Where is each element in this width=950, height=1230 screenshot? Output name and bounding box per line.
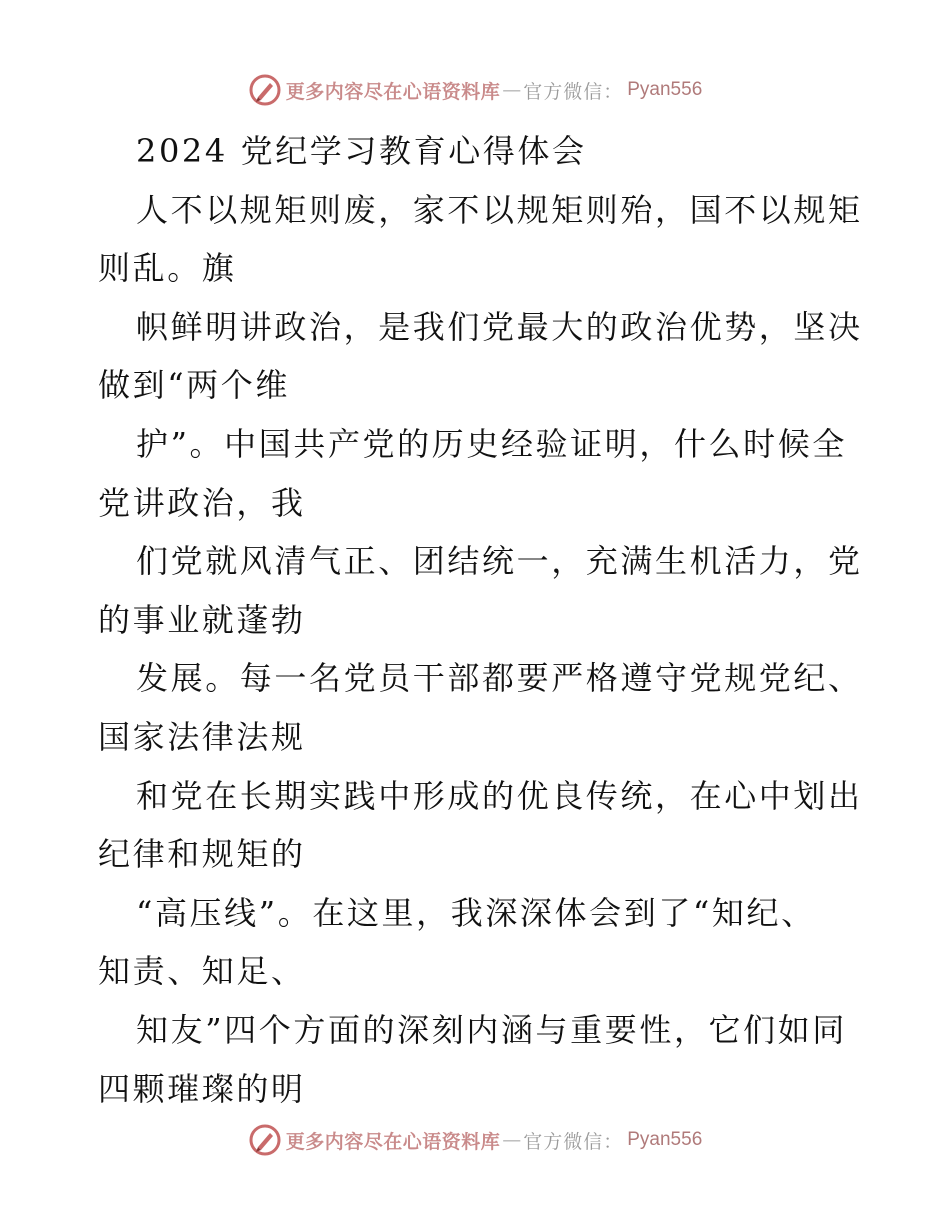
paragraph-line: “高压线”。在这里，我深深体会到了“知纪、 [136,893,816,932]
paragraph-line: 帜鲜明讲政治，是我们党最大的政治优势，坚决 [136,307,863,346]
watermark-text: 更多内容尽在心语资料库 [285,1130,501,1153]
paragraph-line: 和党在长期实践中形成的优良传统，在心中划出 [136,776,863,815]
paragraph-line: 则乱。旗 [98,249,237,288]
paragraph-line: 人不以规矩则废，家不以规矩则殆，国不以规矩 [136,190,863,229]
paragraph-line: 的事业就蓬勃 [98,600,306,639]
pen-logo-icon [248,73,282,107]
paragraph-line: 做到“两个维 [98,366,290,405]
pen-logo-icon [248,1123,282,1157]
watermark-wechat-id: Pyan556 [627,1129,703,1150]
watermark-separator: — [502,1129,522,1151]
watermark-separator: — [502,79,522,101]
document-title: 2024 党纪学习教育心得体会 [136,132,587,170]
paragraph-line: 们党就风清气正、团结统一，充满生机活力，党 [136,542,863,581]
watermark-official-label: 官方微信： [523,80,624,103]
footer-watermark [0,1120,950,1160]
paragraph-line: 纪律和规矩的 [98,835,306,874]
paragraph-line: 党讲政治，我 [98,483,306,522]
paragraph-line: 护”。中国共产党的历史经验证明，什么时候全 [136,424,847,463]
watermark-official-label: 官方微信： [523,1130,624,1153]
paragraph-line: 国家法律法规 [98,717,306,756]
watermark-text: 更多内容尽在心语资料库 [285,80,501,103]
paragraph-line: 知责、知足、 [98,952,306,991]
header-watermark [0,70,950,110]
watermark-wechat-id: Pyan556 [627,79,703,100]
document-body [98,122,863,1118]
paragraph-line: 知友”四个方面的深刻内涵与重要性，它们如同 [136,1010,847,1049]
paragraph-line: 四颗璀璨的明 [98,1069,306,1108]
paragraph-line: 发展。每一名党员干部都要严格遵守党规党纪、 [136,659,863,698]
